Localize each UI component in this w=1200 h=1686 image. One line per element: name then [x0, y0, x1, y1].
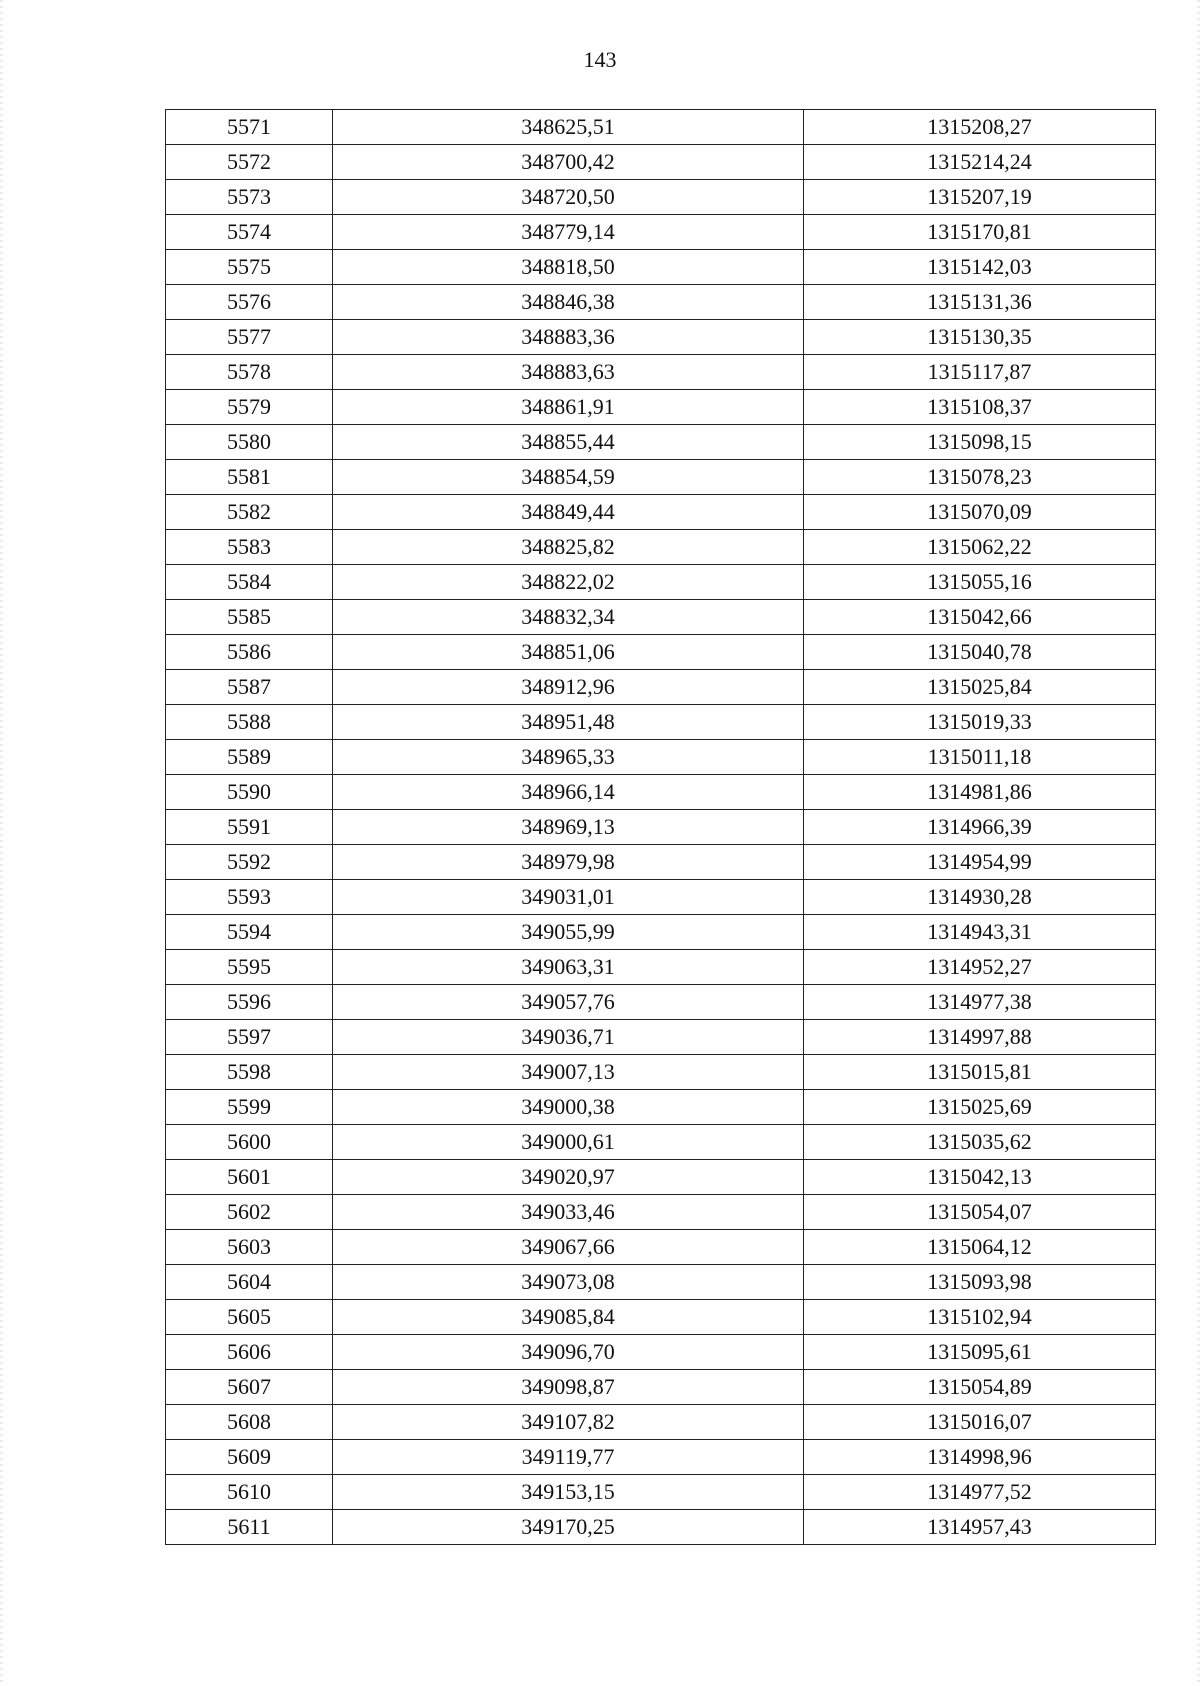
point-number-cell: 5572 — [166, 145, 333, 180]
y-coordinate-cell: 1315042,66 — [804, 600, 1156, 635]
y-coordinate-cell: 1315098,15 — [804, 425, 1156, 460]
table-row — [166, 950, 1156, 985]
table-row — [166, 1335, 1156, 1370]
point-number-cell: 5611 — [166, 1510, 333, 1545]
x-coordinate-cell: 348861,91 — [333, 390, 804, 425]
y-coordinate-cell: 1314977,38 — [804, 985, 1156, 1020]
y-coordinate-cell: 1315130,35 — [804, 320, 1156, 355]
table-row — [166, 425, 1156, 460]
table-row — [166, 1055, 1156, 1090]
y-coordinate-cell: 1314930,28 — [804, 880, 1156, 915]
table-row — [166, 740, 1156, 775]
table-row — [166, 1370, 1156, 1405]
y-coordinate-cell: 1315208,27 — [804, 110, 1156, 145]
y-coordinate-cell: 1315040,78 — [804, 635, 1156, 670]
x-coordinate-cell: 349031,01 — [333, 880, 804, 915]
point-number-cell: 5579 — [166, 390, 333, 425]
x-coordinate-cell: 349119,77 — [333, 1440, 804, 1475]
point-number-cell: 5586 — [166, 635, 333, 670]
x-coordinate-cell: 349098,87 — [333, 1370, 804, 1405]
x-coordinate-cell: 348912,96 — [333, 670, 804, 705]
table-row — [166, 565, 1156, 600]
point-number-cell: 5606 — [166, 1335, 333, 1370]
table-row — [166, 775, 1156, 810]
point-number-cell: 5596 — [166, 985, 333, 1020]
y-coordinate-cell: 1315142,03 — [804, 250, 1156, 285]
x-coordinate-cell: 348883,63 — [333, 355, 804, 390]
table-row — [166, 600, 1156, 635]
x-coordinate-cell: 348855,44 — [333, 425, 804, 460]
y-coordinate-cell: 1315055,16 — [804, 565, 1156, 600]
table-row — [166, 1125, 1156, 1160]
point-number-cell: 5573 — [166, 180, 333, 215]
y-coordinate-cell: 1315025,84 — [804, 670, 1156, 705]
y-coordinate-cell: 1314998,96 — [804, 1440, 1156, 1475]
table-row — [166, 530, 1156, 565]
point-number-cell: 5571 — [166, 110, 333, 145]
table-row — [166, 985, 1156, 1020]
table-row — [166, 1160, 1156, 1195]
point-number-cell: 5577 — [166, 320, 333, 355]
table-row — [166, 670, 1156, 705]
point-number-cell: 5575 — [166, 250, 333, 285]
x-coordinate-cell: 348822,02 — [333, 565, 804, 600]
page-number: 143 — [583, 47, 617, 72]
table-row — [166, 1440, 1156, 1475]
x-coordinate-cell: 349085,84 — [333, 1300, 804, 1335]
y-coordinate-cell: 1315025,69 — [804, 1090, 1156, 1125]
y-coordinate-cell: 1315070,09 — [804, 495, 1156, 530]
x-coordinate-cell: 349073,08 — [333, 1265, 804, 1300]
y-coordinate-cell: 1315054,89 — [804, 1370, 1156, 1405]
y-coordinate-cell: 1314957,43 — [804, 1510, 1156, 1545]
x-coordinate-cell: 348846,38 — [333, 285, 804, 320]
table-row — [166, 110, 1156, 145]
table-row — [166, 285, 1156, 320]
table-row — [166, 250, 1156, 285]
x-coordinate-cell: 348969,13 — [333, 810, 804, 845]
scan-edge-left — [0, 0, 3, 1686]
point-number-cell: 5590 — [166, 775, 333, 810]
x-coordinate-cell: 348979,98 — [333, 845, 804, 880]
x-coordinate-cell: 349055,99 — [333, 915, 804, 950]
x-coordinate-cell: 348818,50 — [333, 250, 804, 285]
point-number-cell: 5607 — [166, 1370, 333, 1405]
x-coordinate-cell: 349107,82 — [333, 1405, 804, 1440]
point-number-cell: 5584 — [166, 565, 333, 600]
table-row — [166, 1090, 1156, 1125]
y-coordinate-cell: 1315170,81 — [804, 215, 1156, 250]
coordinates-table-body — [166, 110, 1156, 1545]
x-coordinate-cell: 348832,34 — [333, 600, 804, 635]
point-number-cell: 5603 — [166, 1230, 333, 1265]
x-coordinate-cell: 349000,61 — [333, 1125, 804, 1160]
table-row — [166, 495, 1156, 530]
table-row — [166, 215, 1156, 250]
point-number-cell: 5585 — [166, 600, 333, 635]
y-coordinate-cell: 1315131,36 — [804, 285, 1156, 320]
point-number-cell: 5576 — [166, 285, 333, 320]
table-row — [166, 320, 1156, 355]
x-coordinate-cell: 348720,50 — [333, 180, 804, 215]
x-coordinate-cell: 349170,25 — [333, 1510, 804, 1545]
x-coordinate-cell: 349020,97 — [333, 1160, 804, 1195]
point-number-cell: 5588 — [166, 705, 333, 740]
point-number-cell: 5605 — [166, 1300, 333, 1335]
y-coordinate-cell: 1314997,88 — [804, 1020, 1156, 1055]
x-coordinate-cell: 349063,31 — [333, 950, 804, 985]
point-number-cell: 5587 — [166, 670, 333, 705]
point-number-cell: 5581 — [166, 460, 333, 495]
x-coordinate-cell: 349033,46 — [333, 1195, 804, 1230]
x-coordinate-cell: 348779,14 — [333, 215, 804, 250]
x-coordinate-cell: 348965,33 — [333, 740, 804, 775]
point-number-cell: 5594 — [166, 915, 333, 950]
table-row — [166, 1265, 1156, 1300]
point-number-cell: 5610 — [166, 1475, 333, 1510]
y-coordinate-cell: 1314943,31 — [804, 915, 1156, 950]
table-row — [166, 355, 1156, 390]
table-row — [166, 915, 1156, 950]
x-coordinate-cell: 349096,70 — [333, 1335, 804, 1370]
point-number-cell: 5608 — [166, 1405, 333, 1440]
x-coordinate-cell: 349153,15 — [333, 1475, 804, 1510]
table-row — [166, 1475, 1156, 1510]
y-coordinate-cell: 1315011,18 — [804, 740, 1156, 775]
point-number-cell: 5583 — [166, 530, 333, 565]
y-coordinate-cell: 1314952,27 — [804, 950, 1156, 985]
x-coordinate-cell: 348851,06 — [333, 635, 804, 670]
x-coordinate-cell: 348966,14 — [333, 775, 804, 810]
y-coordinate-cell: 1314954,99 — [804, 845, 1156, 880]
x-coordinate-cell: 349000,38 — [333, 1090, 804, 1125]
table-row — [166, 180, 1156, 215]
coordinates-table — [165, 109, 1156, 1545]
y-coordinate-cell: 1315035,62 — [804, 1125, 1156, 1160]
point-number-cell: 5609 — [166, 1440, 333, 1475]
x-coordinate-cell: 349067,66 — [333, 1230, 804, 1265]
y-coordinate-cell: 1315015,81 — [804, 1055, 1156, 1090]
table-row — [166, 880, 1156, 915]
y-coordinate-cell: 1315093,98 — [804, 1265, 1156, 1300]
point-number-cell: 5604 — [166, 1265, 333, 1300]
x-coordinate-cell: 348951,48 — [333, 705, 804, 740]
y-coordinate-cell: 1315095,61 — [804, 1335, 1156, 1370]
y-coordinate-cell: 1315117,87 — [804, 355, 1156, 390]
point-number-cell: 5574 — [166, 215, 333, 250]
point-number-cell: 5598 — [166, 1055, 333, 1090]
x-coordinate-cell: 348625,51 — [333, 110, 804, 145]
point-number-cell: 5593 — [166, 880, 333, 915]
point-number-cell: 5599 — [166, 1090, 333, 1125]
y-coordinate-cell: 1315019,33 — [804, 705, 1156, 740]
table-row — [166, 845, 1156, 880]
x-coordinate-cell: 349057,76 — [333, 985, 804, 1020]
y-coordinate-cell: 1314966,39 — [804, 810, 1156, 845]
table-row — [166, 145, 1156, 180]
point-number-cell: 5582 — [166, 495, 333, 530]
table-row — [166, 390, 1156, 425]
point-number-cell: 5600 — [166, 1125, 333, 1160]
x-coordinate-cell: 348854,59 — [333, 460, 804, 495]
y-coordinate-cell: 1315016,07 — [804, 1405, 1156, 1440]
point-number-cell: 5602 — [166, 1195, 333, 1230]
y-coordinate-cell: 1315207,19 — [804, 180, 1156, 215]
table-row — [166, 635, 1156, 670]
y-coordinate-cell: 1314981,86 — [804, 775, 1156, 810]
y-coordinate-cell: 1315064,12 — [804, 1230, 1156, 1265]
table-row — [166, 705, 1156, 740]
x-coordinate-cell: 348883,36 — [333, 320, 804, 355]
y-coordinate-cell: 1315214,24 — [804, 145, 1156, 180]
y-coordinate-cell: 1315062,22 — [804, 530, 1156, 565]
x-coordinate-cell: 348825,82 — [333, 530, 804, 565]
point-number-cell: 5589 — [166, 740, 333, 775]
table-row — [166, 1405, 1156, 1440]
y-coordinate-cell: 1315042,13 — [804, 1160, 1156, 1195]
point-number-cell: 5597 — [166, 1020, 333, 1055]
point-number-cell: 5595 — [166, 950, 333, 985]
y-coordinate-cell: 1315102,94 — [804, 1300, 1156, 1335]
table-row — [166, 1020, 1156, 1055]
y-coordinate-cell: 1315108,37 — [804, 390, 1156, 425]
point-number-cell: 5591 — [166, 810, 333, 845]
table-row — [166, 1510, 1156, 1545]
x-coordinate-cell: 349007,13 — [333, 1055, 804, 1090]
point-number-cell: 5580 — [166, 425, 333, 460]
y-coordinate-cell: 1315078,23 — [804, 460, 1156, 495]
table-row — [166, 1195, 1156, 1230]
table-row — [166, 460, 1156, 495]
point-number-cell: 5601 — [166, 1160, 333, 1195]
point-number-cell: 5578 — [166, 355, 333, 390]
table-row — [166, 1230, 1156, 1265]
table-row — [166, 810, 1156, 845]
x-coordinate-cell: 348849,44 — [333, 495, 804, 530]
x-coordinate-cell: 349036,71 — [333, 1020, 804, 1055]
x-coordinate-cell: 348700,42 — [333, 145, 804, 180]
y-coordinate-cell: 1315054,07 — [804, 1195, 1156, 1230]
point-number-cell: 5592 — [166, 845, 333, 880]
table-row — [166, 1300, 1156, 1335]
y-coordinate-cell: 1314977,52 — [804, 1475, 1156, 1510]
